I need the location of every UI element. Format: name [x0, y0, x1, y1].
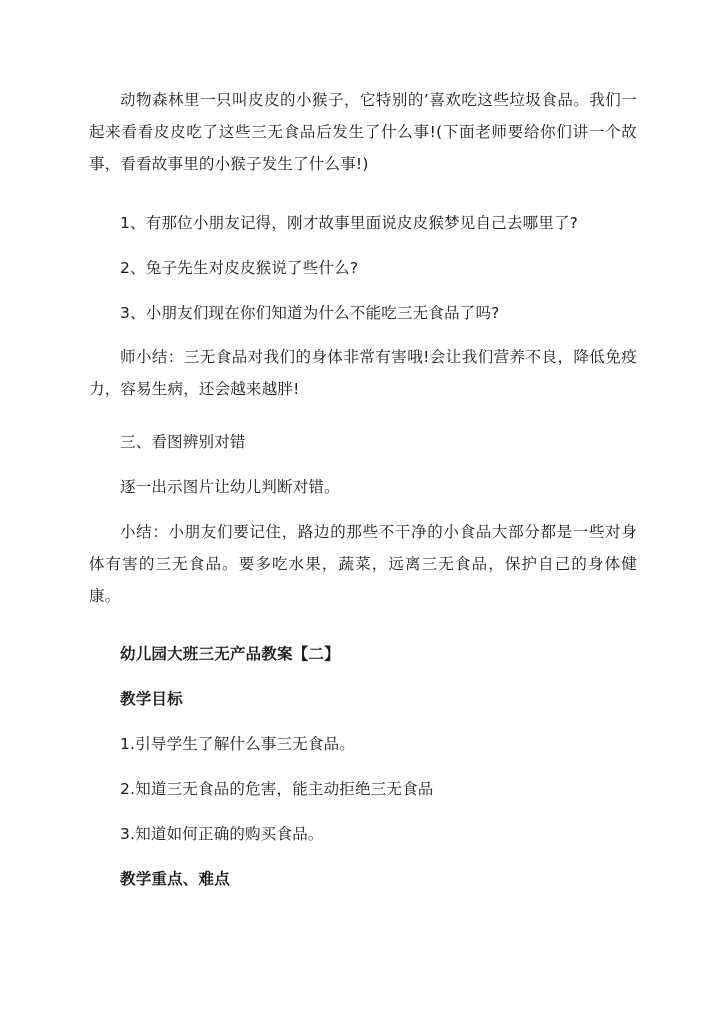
- question-3: 3、小朋友们现在你们知道为什么不能吃三无食品了吗?: [120, 304, 500, 322]
- teacher-summary: 师小结：三无食品对我们的身体非常有害哦!会让我们营养不良，降低免疫力，容易生病，还会越来越胖!: [89, 348, 637, 398]
- goal-1: 1.引导学生了解什么事三无食品。: [120, 735, 355, 753]
- key-points-heading: 教学重点、难点: [120, 870, 230, 888]
- question-2: 2、兔子先生对皮皮猴说了些什么?: [120, 259, 359, 277]
- section-three-heading: 三、看图辨别对错: [120, 433, 246, 451]
- goal-2: 2.知道三无食品的危害，能主动拒绝三无食品: [120, 780, 434, 798]
- question-1: 1、有那位小朋友记得，刚才故事里面说皮皮猴梦见自己去哪里了?: [120, 214, 579, 232]
- section-three-text: 逐一出示图片让幼儿判断对错。: [120, 478, 340, 496]
- intro-paragraph: 动物森林里一只叫皮皮的小猴子，它特别的’喜欢吃这些垃圾食品。我们一起来看看皮皮吃了这些三无食品后发生了什么事!(下面老师要给你们讲一个故事，看看故事里的小猴子发生了什么事!): [89, 91, 637, 173]
- summary-paragraph: 小结：小朋友们要记住，路边的那些不干净的小食品大部分都是一些对身体有害的三无食品。要多吃水果，蔬菜，远离三无食品，保护自己的身体健康。: [89, 523, 637, 605]
- goal-3: 3.知道如何正确的购买食品。: [120, 825, 324, 843]
- lesson-two-title: 幼儿园大班三无产品教案【二】: [120, 645, 340, 663]
- goals-heading: 教学目标: [120, 690, 183, 708]
